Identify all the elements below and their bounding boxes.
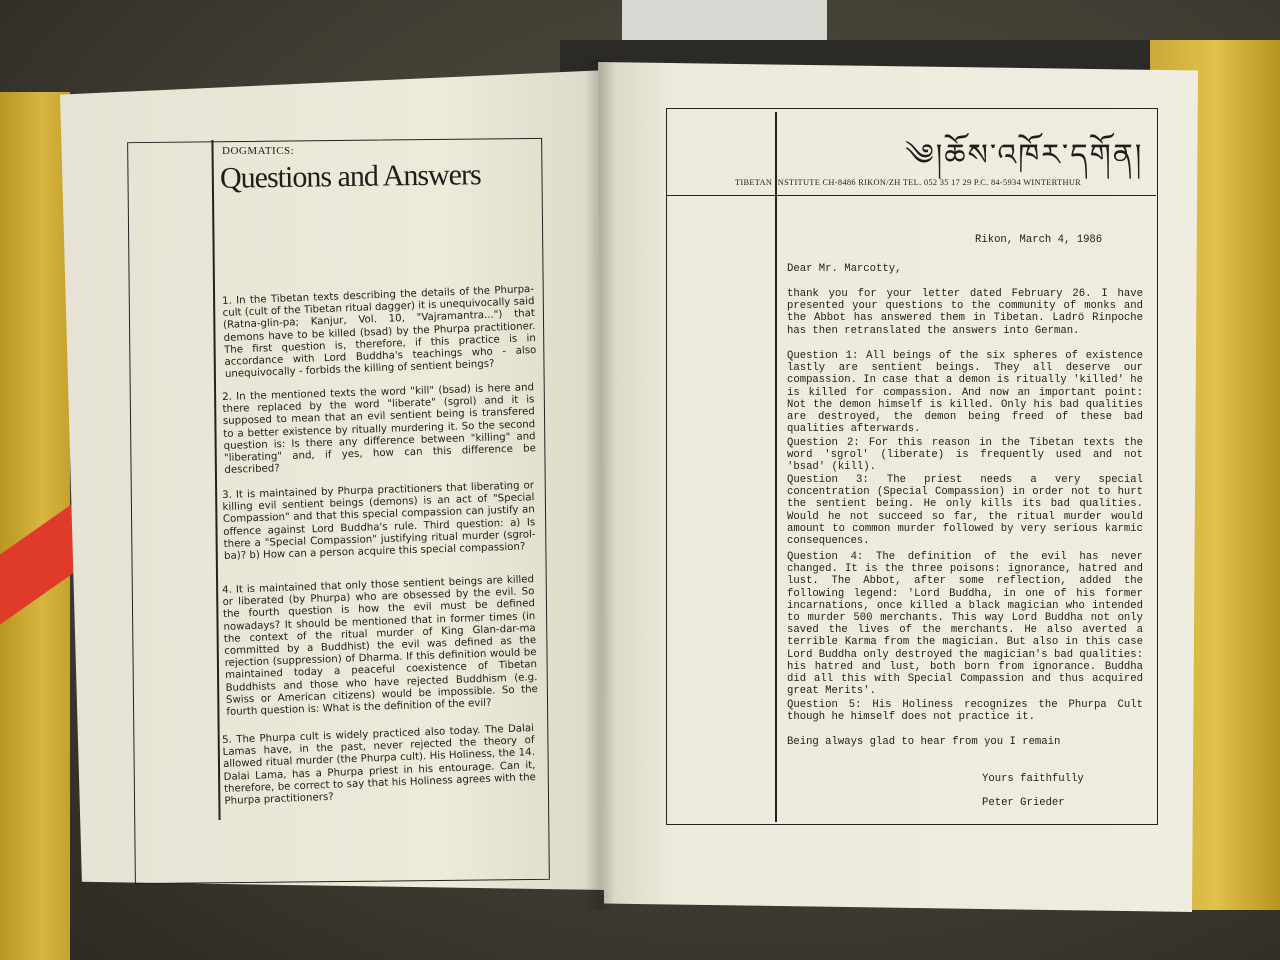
page-title: Questions and Answers [219,158,481,195]
section-label: DOGMATICS: [222,145,295,157]
answer-3: Question 3: The priest needs a very special concentration (Special Compassion) in order not to hurt the sentient being. He only kills its bad qualities. Would he not succeed so far, the ritual murder would amount to common murder followed by very serious karmic consequences. [787,474,1143,548]
question-3: 3. It is maintained by Phurpa practitioners that liberating or killing evil sentient beings (demons) is an act of "Special Compassion" and that this special compassion can justify an offence against Lord Buddha's rule. Third question: a) Is there a "Special Compassion" justifying ritual murder (sgrol-ba)? b) How can a person acquire this special compassion? [222,480,536,562]
question-5: 5. The Phurpa cult is widely practiced also today. The Dalai Lamas have, in the past, never rejected the theory of allowed ritual murder (the Phurpa cult). His Holiness, the 14. Dalai Lama, has a Phurpa priest in his entourage. Can it, therefore, be correct to say that his Holiness agrees with the Phurpa practitioners? [222,723,537,807]
question-1: 1. In the Tibetan texts describing the details of the Phurpa-cult (cult of the Tibetan ritual dagger) it is unequivocally said (Ratna-glin-pa; Kanjur, Vol. 10, "Vajramantra...") that demons have to be killed (bsad) by the Phurpa practitioner. The first question is, therefore, if this practice is in accordance with Lord Buddha's teachings who - also unequivocally - forbids the killing of sentient beings? [222,284,537,381]
answer-5: Question 5: His Holiness recognizes the Phurpa Cult though he himself does not practice it. [787,699,1143,724]
answer-1: Question 1: All beings of the six spheres of existence lastly are sentient beings. They all deserve our compassion. In case that a demon is ritually 'killed' he is killed for compassion. And now an important point: Not the demon himself is killed. Only his bad qualities are destroyed, the demon being freed of these bad qualities afterwards. [787,350,1144,436]
letter-intro: thank you for your letter dated February 26. I have presented your questions to the community of monks and the Abbot has answered them in Tibetan. Ladrö Rinpoche has then retranslated the answers into German. [787,288,1143,337]
letter-valediction: Yours faithfully [982,773,1084,785]
letter-margin-rule [775,112,777,822]
book-gutter [585,60,615,910]
letter-date: Rikon, March 4, 1986 [975,234,1103,246]
tibetan-letterhead: ༄།ཆོས་འཁོར་དགོན། [905,138,1144,173]
question-4: 4. It is maintained that only those sentient beings are killed or liberated (by Phurpa) who are obsessed by the evil. So the fourth question is how the evil must be defined nowadays? It should be mentioned that in former times (in the context of the ritual murder of King Glan-dar-ma committed by a Buddhist) the evil was defined as the rejection (suppression) of Dharma. If this definition would be maintained today a peaceful coexistence of Tibetan Buddhists and those who have rejected Buddhism (e.g. Swiss or American citizens) would be impossible. So the fourth question is: What is the definition of the evil? [222,574,539,718]
letter-greeting: Dear Mr. Marcotty, [787,263,902,275]
letter-signature: Peter Grieder [982,797,1065,809]
answer-4: Question 4: The definition of the evil has never changed. It is the three poisons: ignorance, hatred and lust. The Abbot, after some reflection, added the following legend: 'Lord Buddha, in one of his former incarnations, once killed a black magician who intended to murder 500 merchants. This way Lord Buddha not only saved the lives of the merchants. He also averted a terrible Karma from the magician. But also in this case Lord Buddha only destroyed the magician's bad qualities: his hatred and lust, both born from ignorance. Buddha did all this with Special Compassion and thus acquired great Merits'. [787,551,1144,698]
letter-closing: Being always glad to hear from you I remain [787,736,1061,748]
question-2: 2. In the mentioned texts the word "kill" (bsad) is here and there replaced by the word "liberate" (sgrol) and it is supposed to mean that an evil sentient being is transfered to a better existence by ritually murdering it. So the second question is: Is there any difference between "killing" and "liberating" and, if yes, how can this difference be described? [222,382,537,477]
institute-address: TIBETAN INSTITUTE CH-8486 RIKON/ZH TEL. 052 35 17 29 P.C. 84-5934 WINTERTHUR [735,178,1082,187]
answer-2: Question 2: For this reason in the Tibetan texts the word 'sgrol' (liberate) is frequently used and not 'bsad' (kill). [787,437,1143,474]
